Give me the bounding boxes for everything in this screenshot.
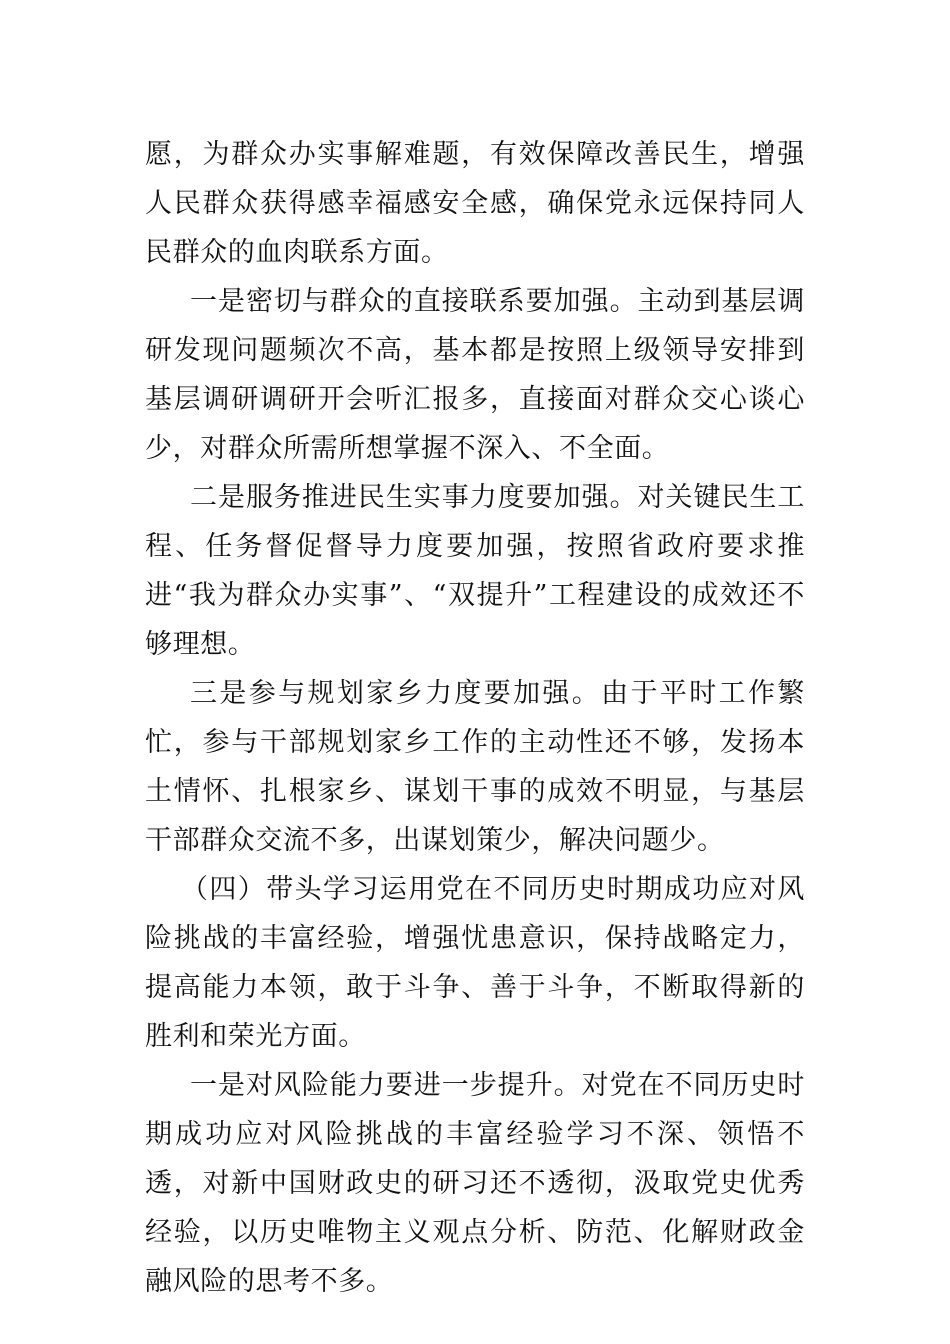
paragraph-item-1: 一是密切与群众的直接联系要加强。主动到基层调研发现问题频次不高，基本都是按照上级领导安排到基层调研调研开会听汇报多，直接面对群众交心谈心少，对群众所需所想掌握不深入、不全面。: [145, 286, 805, 464]
paragraph-item-4-1: 一是对风险能力要进一步提升。对党在不同历史时期成功应对风险挑战的丰富经验学习不深、领悟不透，对新中国财政史的研习还不透彻，汲取党史优秀经验，以历史唯物主义观点分析、防范、化解财政金融风险的思考不多。: [145, 1070, 805, 1297]
paragraph-item-3: 三是参与规划家乡力度要加强。由于平时工作繁忙，参与干部规划家乡工作的主动性还不够，发扬本土情怀、扎根家乡、谋划干事的成效不明显，与基层干部群众交流不多，出谋划策少，解决问题少。: [145, 678, 805, 856]
paragraph-item-2: 二是服务推进民生实事力度要加强。对关键民生工程、任务督促督导力度要加强，按照省政府要求推进“我为群众办实事”、“双提升”工程建设的成效还不够理想。: [145, 482, 805, 660]
document-body: [145, 130, 805, 1306]
paragraph-continuation: 愿，为群众办实事解难题，有效保障改善民生，增强人民群众获得感幸福感安全感，确保党永远保持同人民群众的血肉联系方面。: [145, 139, 805, 268]
section-heading-4: （四）带头学习运用党在不同历史时期成功应对风险挑战的丰富经验，增强忧患意识，保持战略定力，提高能力本领，敢于斗争、善于斗争，不断取得新的胜利和荣光方面。: [145, 874, 805, 1052]
